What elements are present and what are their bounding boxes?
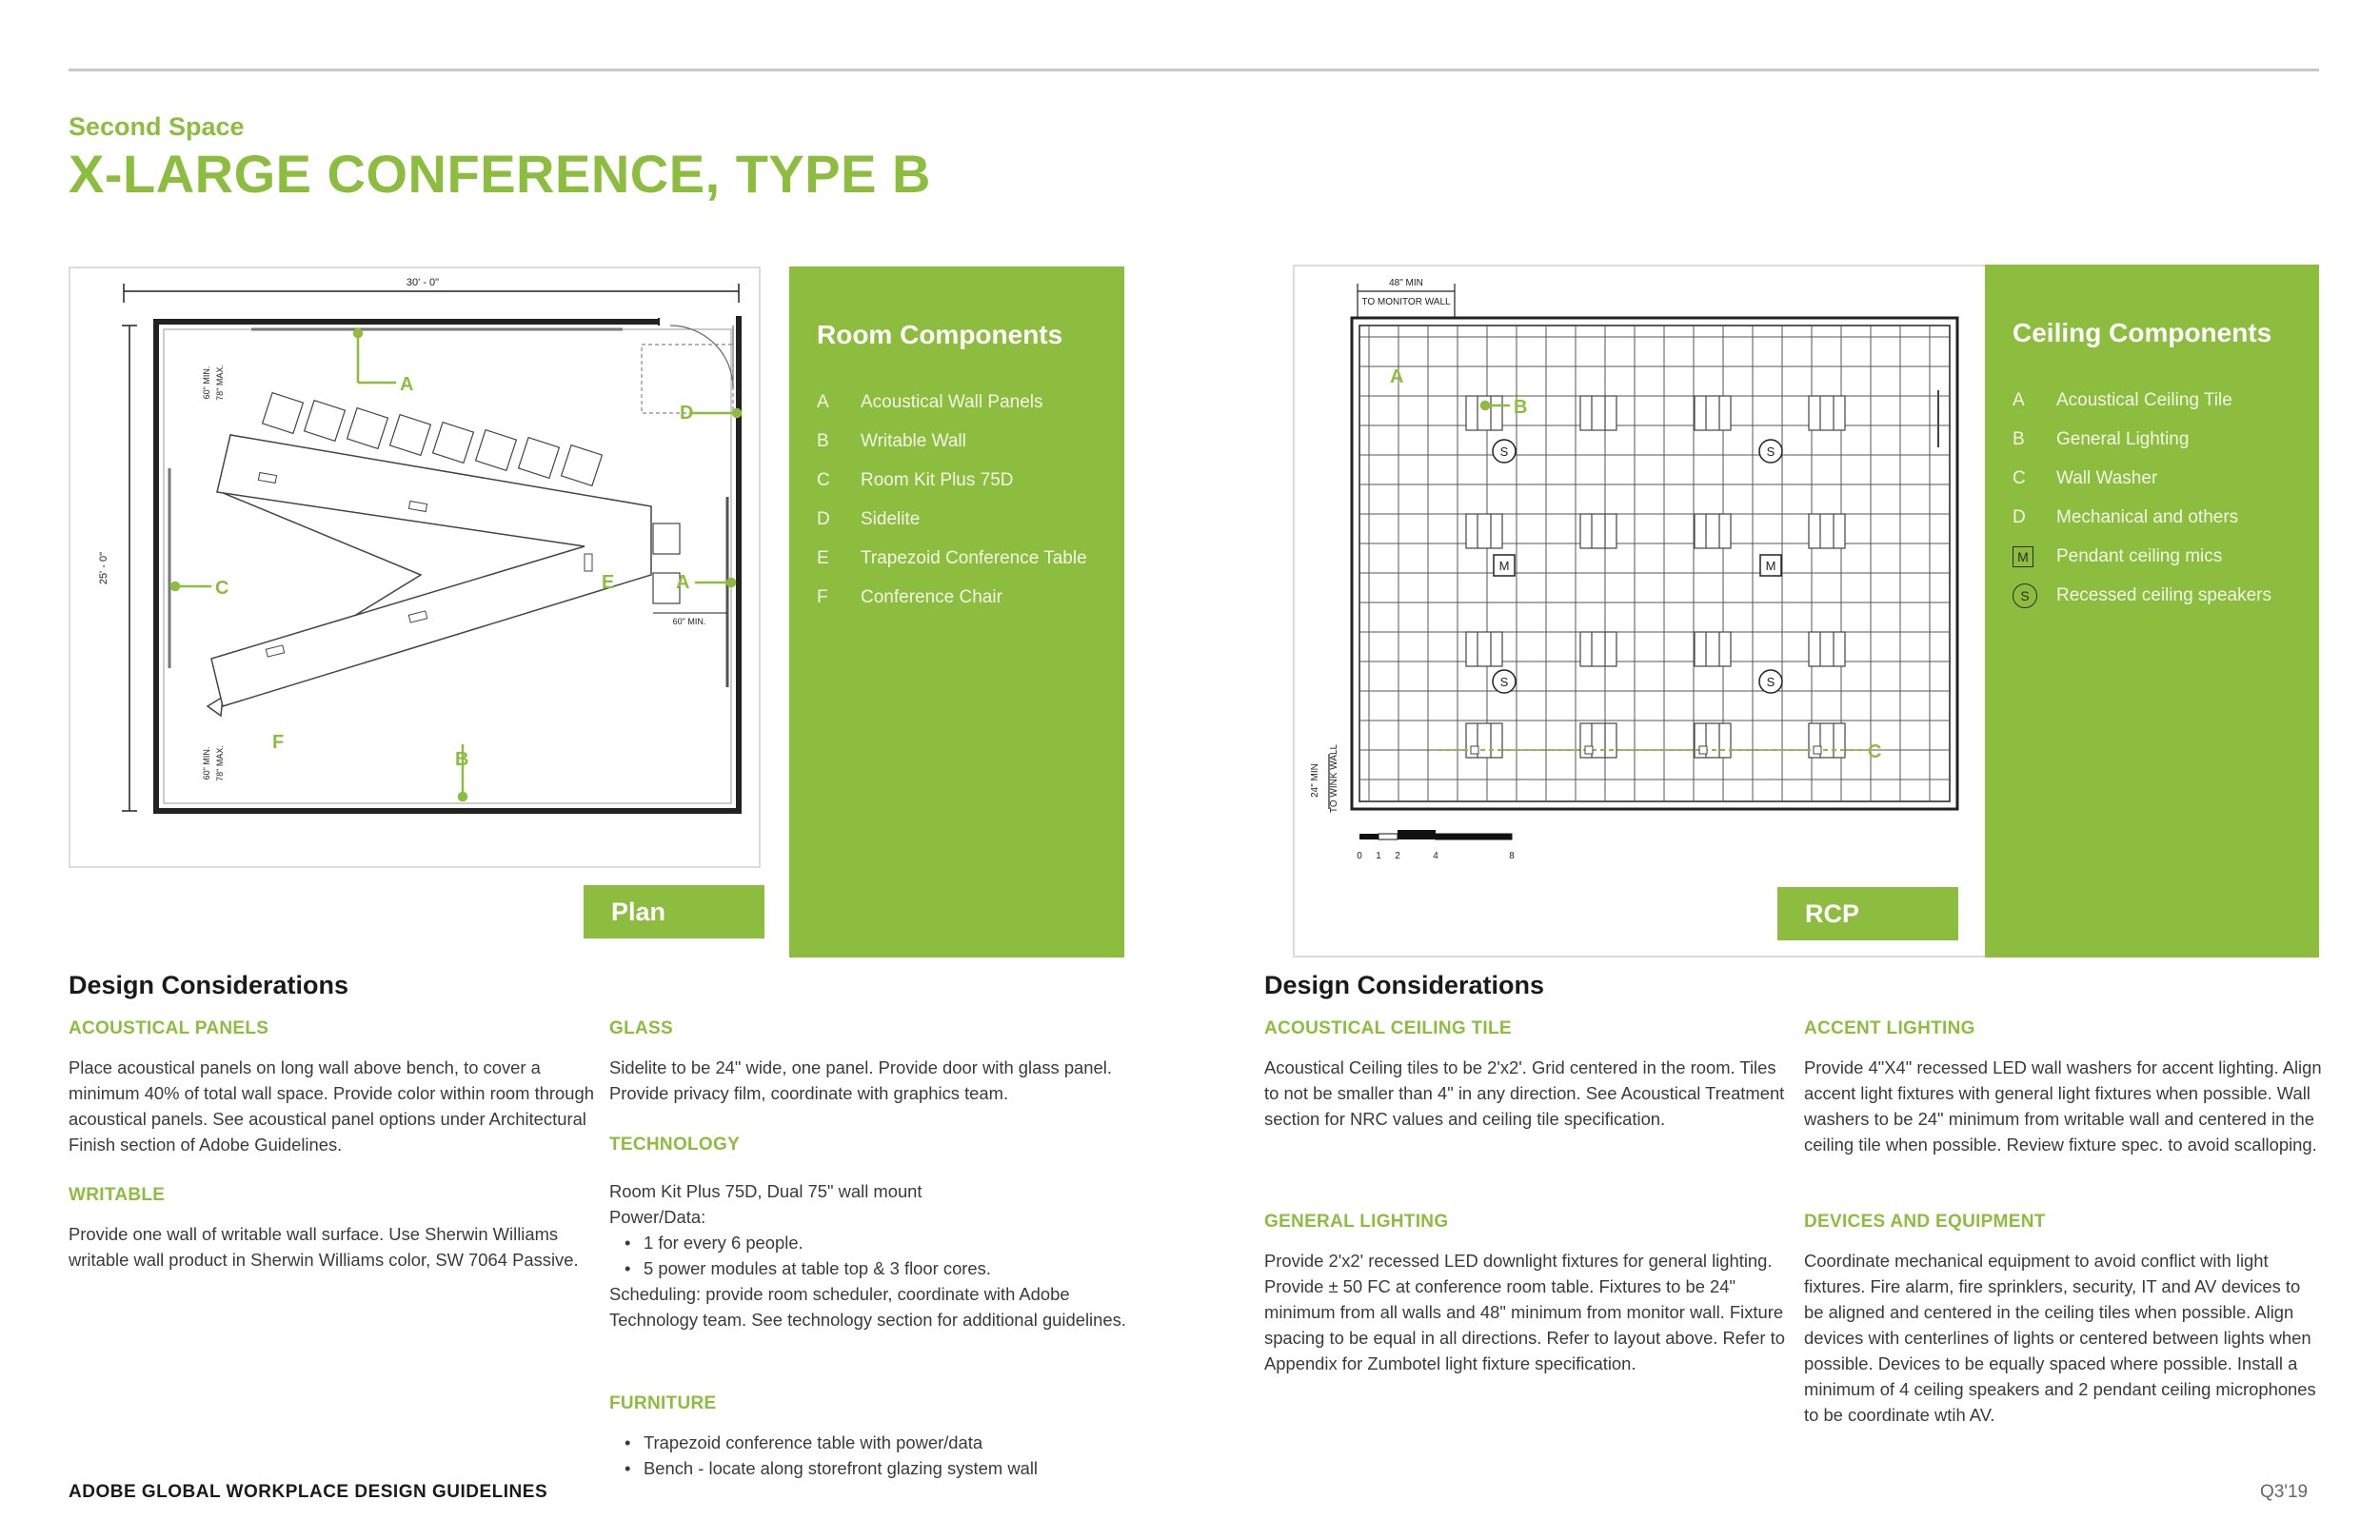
rcp-label-c: C (1868, 741, 1882, 762)
ceiling-components-title: Ceiling Components (2013, 318, 2272, 347)
left-design-considerations-title: Design Considerations (69, 971, 349, 999)
section-technology: TECHNOLOGY Room Kit Plus 75D, Dual 75" wall mount Power/Data: • 1 for every 6 people. • 5 power modules at table top & 3 floor cores. Scheduling: provide room scheduler, coordinate with Adobe Technology team. See technology section for additional guidelines. (609, 1135, 1142, 1333)
rcp-drawing (1293, 265, 1988, 958)
plan-label-b: B (455, 749, 469, 770)
svg-text:60" MIN.: 60" MIN. (202, 746, 211, 780)
plan-svg (70, 268, 763, 870)
section-acoustical-panels: ACOUSTICAL PANELS Place acoustical panels on long wall above bench, to cover a minimum 40% of total wall space. Provide color within room through acoustical panels. See acoustical panel options under Architectural Finish section of Adobe Guidelines. (69, 1018, 594, 1155)
light-fixture (1466, 632, 1502, 666)
room-components-panel (789, 267, 1124, 958)
section-accent-lighting: ACCENT LIGHTING Provide 4"X4" recessed LED wall washers for accent lighting. Align accent light fixtures with general light fixtures when possible. Wall washers to be 24" minimum from writable wall and centered in the ceiling tile when possible. Review fixture spec. to avoid scalloping. (1804, 1018, 2322, 1155)
rcp-walls (1352, 318, 1957, 809)
svg-text:4: 4 (1433, 851, 1438, 861)
room-component-item: E Trapezoid Conference Table (817, 547, 1087, 568)
plan-tag: Plan (584, 885, 764, 938)
section-glass: GLASS Sidelite to be 24" wide, one panel. Provide door with glass panel. Provide privacy film, coordinate with graphics team. (609, 1018, 1112, 1103)
plan-dim-height: 25' - 0" (98, 551, 109, 585)
page-title: X-LARGE CONFERENCE, TYPE B (69, 144, 931, 204)
svg-text:48" MIN: 48" MIN (1389, 278, 1423, 288)
ceiling-component-item: S Recessed ceiling speakers (2013, 576, 2271, 615)
light-fixture (1695, 396, 1731, 430)
svg-text:2: 2 (1395, 851, 1400, 861)
plan-drawing (69, 267, 761, 868)
ceiling-component-item: C Wall Washer (2013, 467, 2158, 488)
rcp-svg (1295, 267, 1990, 959)
section-writable: WRITABLE Provide one wall of writable wall surface. Use Sherwin Williams writable wall product in Sherwin Williams color, SW 7064 Passive. (69, 1185, 579, 1270)
speaker-symbol-label: S (1766, 675, 1775, 689)
mic-symbol-label: M (1498, 559, 1510, 573)
ceiling-components-panel (1985, 265, 2319, 958)
ceiling-component-item: D Mechanical and others (2013, 506, 2239, 527)
light-fixture (1809, 396, 1845, 430)
speaker-icon: S (2013, 583, 2037, 608)
light-fixture (1466, 514, 1502, 548)
room-component-item: B Writable Wall (817, 430, 966, 451)
rcp-label-b: B (1514, 397, 1528, 418)
footer-guidelines-title: ADOBE GLOBAL WORKPLACE DESIGN GUIDELINES (69, 1482, 548, 1502)
rcp-grid (1359, 326, 1950, 801)
ceiling-component-item: A Acoustical Ceiling Tile (2013, 389, 2232, 410)
ceiling-components-list (2013, 381, 2271, 615)
light-fixture (1809, 514, 1845, 548)
svg-text:0: 0 (1357, 851, 1362, 861)
rcp-scale (1357, 830, 1515, 861)
speaker-symbol-label: S (1499, 444, 1509, 459)
room-component-item: F Conference Chair (817, 586, 1002, 607)
room-component-item: A Acoustical Wall Panels (817, 391, 1043, 412)
room-components-list (817, 383, 1087, 617)
svg-text:TO WINK WALL: TO WINK WALL (1329, 743, 1339, 814)
svg-text:24" MIN: 24" MIN (1310, 763, 1320, 798)
light-fixture (1580, 514, 1616, 548)
mic-symbol-label: M (1765, 559, 1776, 573)
ceiling-component-item: M Pendant ceiling mics (2013, 537, 2271, 576)
light-fixture (1580, 632, 1616, 666)
light-fixture (1580, 396, 1616, 430)
plan-label-a: A (400, 374, 414, 395)
svg-text:60" MIN.: 60" MIN. (672, 617, 706, 626)
plan-label-f: F (272, 732, 285, 753)
speaker-symbol-label: S (1499, 675, 1509, 689)
plan-label-a2: A (676, 572, 690, 593)
ceiling-component-item: B General Lighting (2013, 428, 2190, 449)
svg-text:60" MIN.: 60" MIN. (202, 365, 211, 400)
rcp-label-a: A (1390, 366, 1404, 387)
light-fixture (1809, 632, 1845, 666)
section-acoustical-ceiling-tile: ACOUSTICAL CEILING TILE Acoustical Ceiling tiles to be 2'x2'. Grid centered in the room. Tiles to not be smaller than 4" in any direction. See Acoustical Treatment section for NRC values and ceiling tile specification. (1264, 1018, 1785, 1129)
plan-dim-width: 30' - 0" (406, 277, 440, 288)
page-subtitle: Second Space (69, 112, 245, 141)
rcp-fixtures (1466, 396, 1845, 758)
rcp-tag: RCP (1777, 887, 1958, 940)
speaker-symbol-label: S (1766, 444, 1775, 459)
room-components-title: Room Components (817, 320, 1063, 349)
plan-label-e: E (602, 572, 615, 593)
room-component-item: D Sidelite (817, 508, 921, 529)
plan-label-d: D (680, 403, 694, 424)
svg-text:1: 1 (1376, 851, 1381, 861)
light-fixture (1695, 632, 1731, 666)
rcp-symbols (1493, 440, 1782, 693)
section-general-lighting: GENERAL LIGHTING Provide 2'x2' recessed LED downlight fixtures for general lighting. Provide ± 50 FC at conference room table. Fixtures to be 24" minimum from all walls and 48" minimum from monitor wall. Fixture spacing to be equal in all directions. Refer to layout above. Refer to Appendix for Zumbotel light fixture specification. (1264, 1212, 1785, 1373)
light-fixture (1695, 514, 1731, 548)
svg-text:78" MAX.: 78" MAX. (215, 745, 225, 781)
svg-text:8: 8 (1509, 851, 1515, 861)
mic-icon: M (2013, 546, 2033, 567)
top-rule (69, 69, 2319, 71)
svg-text:78" MAX.: 78" MAX. (215, 365, 225, 401)
footer-date: Q3'19 (2260, 1482, 2309, 1502)
right-design-considerations-title: Design Considerations (1264, 971, 1545, 999)
plan-label-c: C (215, 578, 229, 599)
section-devices-equipment: DEVICES AND EQUIPMENT Coordinate mechanical equipment to avoid conflict with light fixtures. Fire alarm, fire sprinklers, security, IT and AV devices to be aligned and centered in the ceiling tiles when possible. Align devices with centerlines of lights or centered between lights when possible. Devices to be equally spaced where possible. Install a minimum of 4 ceiling speakers and 2 pendant ceiling microphones to be coordinate wtih AV. (1804, 1212, 2316, 1425)
svg-text:TO MONITOR WALL: TO MONITOR WALL (1361, 297, 1451, 307)
section-furniture: FURNITURE • Trapezoid conference table with power/data • Bench - locate along storefront glazing system wall (609, 1393, 1142, 1481)
room-component-item: C Room Kit Plus 75D (817, 469, 1014, 490)
